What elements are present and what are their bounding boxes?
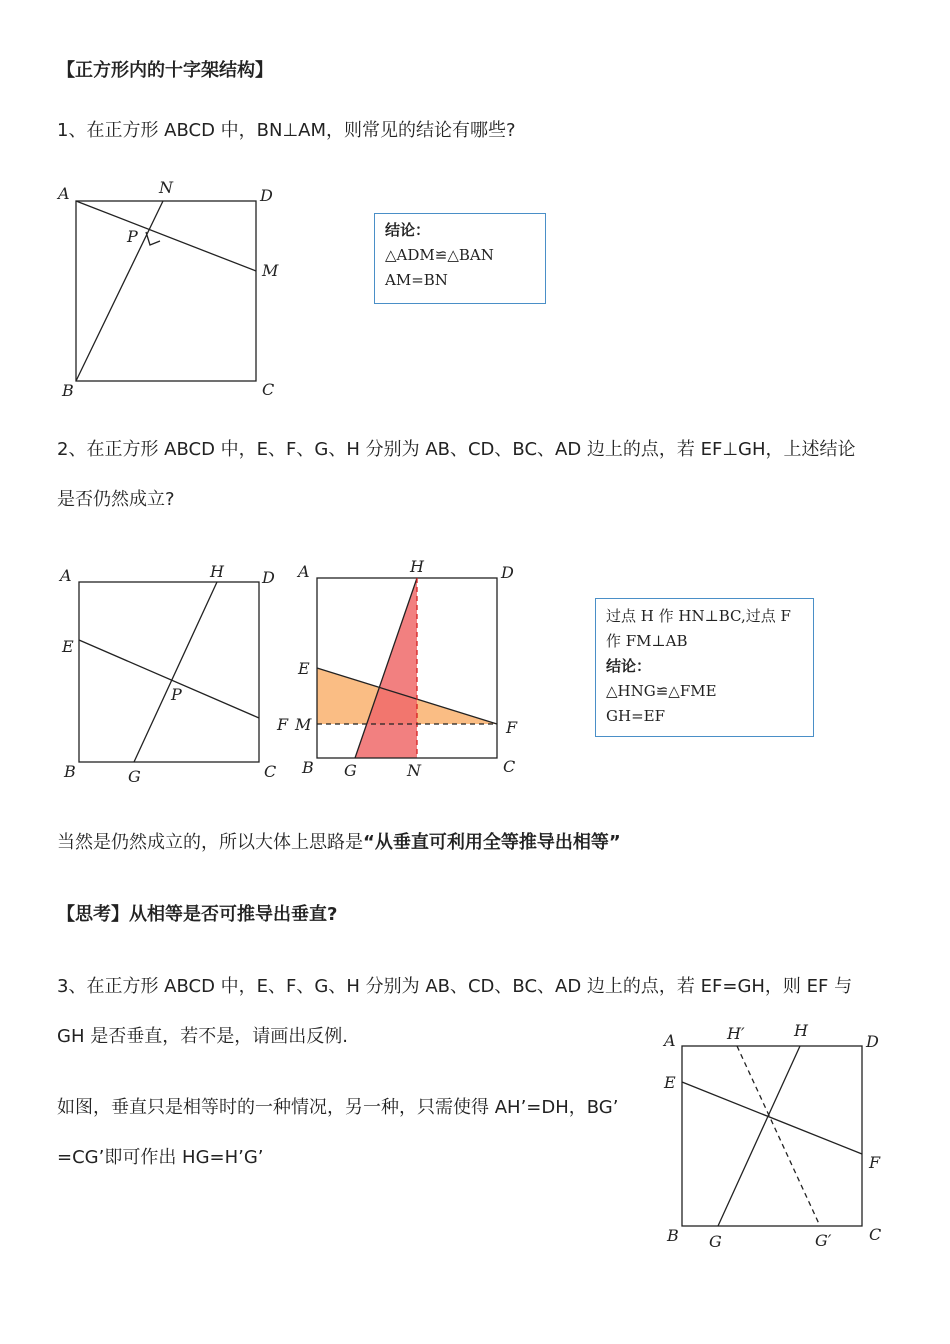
answer-3-line-2: =CG’即可作出 HG=H’G’ xyxy=(57,1147,264,1168)
figure-1-labels xyxy=(56,178,279,400)
fig2b-label-f: F xyxy=(506,718,518,737)
fig1-line-bn xyxy=(76,201,163,381)
box2-line-3: △HNG≌△FME xyxy=(606,682,717,700)
conclusion-sentence xyxy=(57,830,621,856)
conclusion-emphasis: “从垂直可利用全等推导出相等” xyxy=(363,832,621,853)
fig1-label-a: A xyxy=(58,184,70,203)
fig3-line-gh xyxy=(718,1046,800,1226)
fig1-label-b: B xyxy=(62,381,74,400)
box2-line-4: GH=EF xyxy=(606,707,665,725)
question-2-line-2: 是否仍然成立? xyxy=(57,489,175,510)
fig3-label-f: F xyxy=(869,1153,881,1172)
fig1-label-c: C xyxy=(262,380,275,399)
fig3-dashed-g1h1 xyxy=(737,1046,820,1226)
fig2a-label-p: P xyxy=(171,685,182,704)
box2-line-2: 作 FM⊥AB xyxy=(606,632,688,650)
fig2b-label-e: E xyxy=(298,659,310,678)
fig3-label-h1: H′ xyxy=(727,1024,745,1043)
question-2-line-1: 2、在正方形 ABCD 中，E、F、G、H 分别为 AB、CD、BC、AD 边上的点，若 EF⊥GH，上述结论 xyxy=(57,439,856,460)
figure-3 xyxy=(682,1046,862,1226)
box2-heading: 结论： xyxy=(606,657,652,675)
fig3-label-d: D xyxy=(866,1032,879,1051)
fig3-label-b: B xyxy=(667,1226,679,1245)
fig2a-label-c: C xyxy=(264,762,277,781)
fig2b-label-g: G xyxy=(344,761,357,780)
fig1-label-d: D xyxy=(260,186,273,205)
fig3-label-e: E xyxy=(664,1073,676,1092)
fig2b-label-b: B xyxy=(302,758,314,777)
fig2a-label-b: B xyxy=(64,762,76,781)
fig2a-line-gh xyxy=(134,582,217,762)
fig1-right-angle-mark xyxy=(146,232,160,245)
figure-3-labels xyxy=(662,1021,881,1251)
question-3-line-2: GH 是否垂直，若不是，请画出反例. xyxy=(57,1026,348,1047)
think-heading: 【思考】从相等是否可推导出垂直? xyxy=(57,904,338,925)
question-1-text: 1、在正方形 ABCD 中，BN⊥AM，则常见的结论有哪些? xyxy=(57,120,516,141)
fig2b-label-h: H xyxy=(410,557,424,576)
conclusion-box-2 xyxy=(595,598,814,737)
fig2a-label-a: A xyxy=(60,566,72,585)
answer-3-line-1: 如图，垂直只是相等时的一种情况，另一种，只需使得 AH’=DH，BG’ xyxy=(57,1097,619,1118)
fig1-label-n: N xyxy=(159,178,173,197)
fig2a-label-g: G xyxy=(128,767,141,786)
fig3-label-g1: G′ xyxy=(815,1231,832,1250)
fig2b-label-f-left: F xyxy=(277,715,289,734)
fig2a-label-e: E xyxy=(62,637,74,656)
section-title: 【正方形内的十字架结构】 xyxy=(57,60,273,81)
figure-2b xyxy=(317,578,497,758)
fig3-line-ef xyxy=(682,1082,862,1154)
fig2b-label-c: C xyxy=(503,757,516,776)
fig3-square xyxy=(682,1046,862,1226)
fig1-label-p: P xyxy=(127,227,138,246)
fig3-label-a: A xyxy=(664,1031,676,1050)
conclusion-prefix: 当然是仍然成立的，所以大体上思路是 xyxy=(57,832,363,853)
box2-line-1: 过点 H 作 HN⊥BC,过点 F xyxy=(606,607,791,625)
figure-1 xyxy=(76,201,256,381)
fig2a-label-d: D xyxy=(262,568,275,587)
conclusion-box-1 xyxy=(374,213,546,304)
figure-2a-labels xyxy=(58,562,276,786)
fig2b-label-d: D xyxy=(501,563,514,582)
figure-2a xyxy=(79,582,259,762)
fig1-line-am xyxy=(76,201,256,271)
fig2a-line-ef xyxy=(79,640,259,718)
box1-heading: 结论： xyxy=(385,221,431,239)
fig3-label-h: H xyxy=(794,1021,808,1040)
fig3-label-g: G xyxy=(709,1232,722,1251)
fig1-label-m: M xyxy=(262,261,279,280)
question-3-line-1: 3、在正方形 ABCD 中，E、F、G、H 分别为 AB、CD、BC、AD 边上的点，若 EF=GH，则 EF 与 xyxy=(57,976,853,997)
box1-line-2: AM=BN xyxy=(385,271,448,289)
fig3-label-c: C xyxy=(869,1225,882,1244)
fig2a-label-h: H xyxy=(210,562,224,581)
fig2b-label-m: M xyxy=(295,715,312,734)
fig1-square xyxy=(76,201,256,381)
fig2b-label-a: A xyxy=(298,562,310,581)
box1-line-1: △ADM≌△BAN xyxy=(385,246,494,264)
fig2a-square xyxy=(79,582,259,762)
fig2b-label-n: N xyxy=(407,761,421,780)
